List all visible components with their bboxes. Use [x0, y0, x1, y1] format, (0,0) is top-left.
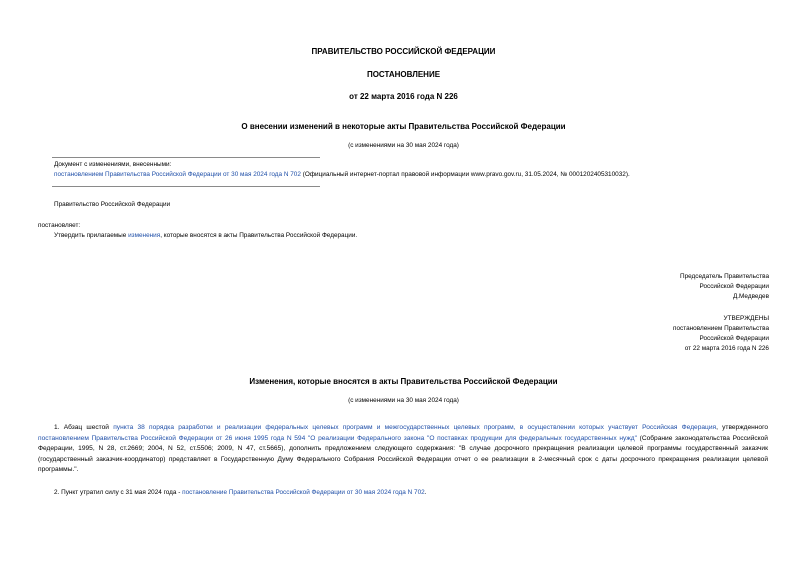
doc-date-number: от 22 марта 2016 года N 226: [349, 92, 458, 101]
changes-paragraph-1: [38, 423, 768, 476]
p2-post: .: [424, 489, 427, 496]
note-text: [54, 170, 630, 179]
p2-link[interactable]: постановление Правительства Российской Федерации от 30 мая 2024 года N 702: [182, 489, 425, 496]
note-rest: (Официальный интернет-портал правовой информации www.pravo.gov.ru, 31.05.2024, № 0001202405310032).: [300, 171, 630, 178]
doc-type-heading: ПОСТАНОВЛЕНИЕ: [366, 70, 441, 79]
signature-line2: Российской Федерации: [699, 283, 769, 290]
approved-line4: от 22 марта 2016 года N 226: [684, 345, 769, 352]
approved-line1: УТВЕРЖДЕНЫ: [723, 315, 769, 322]
note-bottom-divider: [52, 186, 320, 187]
changes-title: Изменения, которые вносятся в акты Правительства Российской Федерации: [249, 377, 558, 386]
signature-name: Д.Медведев: [732, 293, 769, 300]
note-link[interactable]: постановлением Правительства Российской Федерации от 30 мая 2024 года N 702: [54, 171, 301, 178]
p1-link-order[interactable]: пункта 38 порядка разработки и реализации федеральных целевых программ и межгосударственных целевых программ, в осуществлении которых участвует Российская Федерация: [113, 424, 717, 431]
signature-line1: Председатель Правительства: [680, 273, 769, 280]
decrees-text: постановляет:: [38, 222, 81, 229]
approve-text: [54, 231, 357, 240]
intro-text: Правительство Российской Федерации: [54, 201, 171, 208]
p1-link-decree[interactable]: постановлением Правительства Российской Федерации от 26 июня 1995 года N 594 "О реализации Федерального закона "О поставках продукции для федеральных государственных нужд": [38, 434, 637, 442]
approve-link[interactable]: изменения: [128, 232, 161, 239]
p1-pre: 1. Абзац шестой: [54, 424, 114, 431]
changes-amended-note: (с изменениями на 30 мая 2024 года): [348, 397, 459, 404]
approve-post: , которые вносятся в акты Правительства Российской Федерации.: [160, 232, 358, 239]
note-top-divider: [52, 157, 320, 158]
p2-pre: 2. Пункт утратил силу с 31 мая 2024 года -: [54, 489, 183, 496]
government-heading: ПРАВИТЕЛЬСТВО РОССИЙСКОЙ ФЕДЕРАЦИИ: [311, 47, 496, 56]
amended-note: (с изменениями на 30 мая 2024 года): [348, 142, 459, 149]
changes-paragraph-2: [54, 488, 426, 497]
approve-pre: Утвердить прилагаемые: [54, 232, 129, 239]
approved-line2: постановлением Правительства: [673, 325, 769, 332]
p1-post: (Собрание законодательства Российской Федерации, 1995, N 28, ст.2669; 2004, N 52, ст.5506; 2009, N 47, ст.5665), дополнить предложением следующего содержания: "В случае досрочного прекращения реализации целевой программы государственный заказчик (государственный заказчик-координатор) представляет в Государственную Думу Федерального Собрания Российской Федерации отчет о ее реализации в 2-месячный срок с даты досрочного прекращения реализации целевой программы.".: [38, 434, 768, 474]
note-label: Документ с изменениями, внесенными:: [54, 161, 172, 168]
doc-title: О внесении изменений в некоторые акты Правительства Российской Федерации: [241, 122, 566, 131]
p1-mid: , утвержденного: [716, 424, 769, 431]
approved-line3: Российской Федерации: [699, 335, 769, 342]
